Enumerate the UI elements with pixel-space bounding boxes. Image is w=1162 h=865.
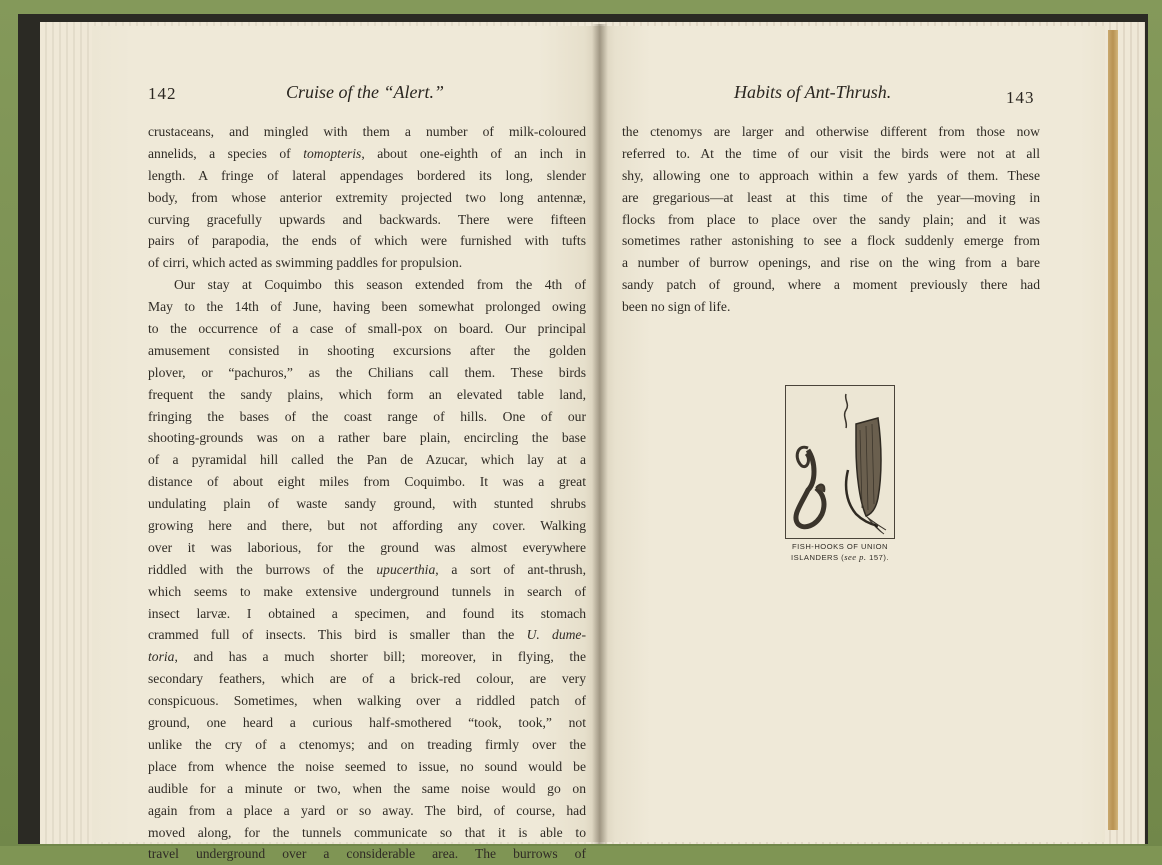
text-line [148, 143, 586, 165]
line-text: place from whence the noise seemed to issue, no sound would be [148, 758, 586, 774]
left-page-number: 142 [148, 84, 177, 103]
fish-hooks-drawing [786, 386, 894, 538]
text-line [148, 559, 586, 581]
text-line [148, 296, 586, 318]
line-text: sometimes rather astonishing to see a flock suddenly emerge from [622, 233, 1040, 249]
line-text: audible for a minute or two, when the same noise would go on [148, 780, 586, 796]
text-line [148, 800, 586, 822]
line-text: shy, allowing one to approach within a few yards of them. These [622, 167, 1040, 183]
line-text: May to the 14th of June, having been somewhat prolonged owing [148, 299, 586, 315]
line-text: Our stay at Coquimbo this season extended from the 4th of [174, 277, 586, 293]
left-page-header [148, 84, 588, 108]
hook-loop [797, 447, 808, 466]
text-line [622, 296, 1040, 318]
text-line [148, 756, 586, 778]
text-line [622, 143, 1040, 165]
line-text-after: , a sort of ant-thrush, [435, 561, 586, 577]
line-text: of a pyramidal hill called the Pan de Azucar, which lay at a [148, 452, 586, 468]
text-line [148, 537, 586, 559]
right-body-text [622, 121, 1040, 318]
italic-term: upucerthia [376, 561, 436, 577]
running-head-ship: “Alert.” [383, 82, 445, 102]
line-text: which seems to make extensive underground tunnels in search of [148, 583, 586, 599]
right-page-header [622, 84, 1062, 108]
text-line [148, 581, 586, 603]
text-line [622, 187, 1040, 209]
line-text: sandy patch of ground, where a moment previously there had [622, 277, 1040, 293]
page-edge-gilt [1108, 30, 1118, 830]
text-line [148, 712, 586, 734]
text-line [148, 274, 586, 296]
fish-hooks-illustration [785, 385, 895, 539]
line-text: crustaceans, and mingled with them a number of milk-coloured [148, 124, 586, 139]
text-line [148, 209, 586, 231]
text-line [622, 252, 1040, 274]
line-text: over it was laborious, for the ground was almost everywhere [148, 539, 586, 555]
line-text: are gregarious—at least at this time of the year—moving in [622, 189, 1040, 205]
text-line [148, 165, 586, 187]
line-text: crammed full of insects. This bird is smaller than the [148, 627, 527, 643]
italic-term: toria [148, 649, 175, 665]
running-head-text: Cruise of the [286, 82, 384, 102]
text-line [148, 646, 586, 668]
line-text: secondary feathers, which are of a brick-red colour, are very [148, 671, 586, 687]
text-line [622, 230, 1040, 252]
line-text: distance of about eight miles from Coquimbo. It was a great [148, 474, 586, 490]
line-text: of cirri, which acted as swimming paddles for propulsion. [148, 255, 463, 271]
text-line [148, 778, 586, 800]
text-line [148, 449, 586, 471]
line-text: the ctenomys are larger and otherwise different from those now [622, 124, 1040, 139]
text-line [148, 515, 586, 537]
line-text: fringing the bases of the coast range of hills. One of our [148, 408, 586, 424]
text-line [148, 471, 586, 493]
line-text: unlike the cry of a ctenomys; and on treading firmly over the [148, 736, 586, 752]
line-text: annelids, a species of [148, 145, 304, 161]
italic-term: tomopteris [303, 145, 362, 161]
text-line [148, 340, 586, 362]
line-text: body, from whose anterior extremity projected two long antennæ, [148, 189, 586, 205]
line-text: riddled with the burrows of the [148, 561, 377, 577]
caption-ref: see p. [844, 552, 867, 562]
caption-prefix: ISLANDERS ( [791, 553, 845, 562]
spine-shadow [592, 24, 608, 844]
text-line [148, 843, 586, 865]
text-line [148, 427, 586, 449]
line-text: length. A fringe of lateral appendages bordered its long, slender [148, 167, 586, 183]
left-body-text [148, 121, 586, 865]
text-line [622, 209, 1040, 231]
line-text: amusement consisted in shooting excursions after the golden [148, 342, 586, 358]
text-line [148, 230, 586, 252]
right-page-number: 143 [1006, 88, 1035, 107]
right-running-head: Habits of Ant-Thrush. [734, 82, 892, 102]
line-text: a number of burrow openings, and rise on the wing from a bare [622, 255, 1040, 271]
text-line [148, 187, 586, 209]
caption-suffix: 157). [866, 553, 889, 562]
line-text: again from a place a yard or so away. The bird, of course, had [148, 802, 586, 818]
line-text: ground, one heard a curious half-smothered “took, took,” not [148, 715, 586, 731]
line-text: conspicuous. Sometimes, when walking over a riddled patch of [148, 693, 586, 709]
line-text: pairs of parapodia, the ends of which were furnished with tufts [148, 233, 586, 249]
figure-caption [775, 541, 905, 563]
text-line [148, 362, 586, 384]
line-text: insect larvæ. I obtained a specimen, and found its stomach [148, 605, 586, 621]
text-line [622, 121, 1040, 143]
left-running-head [286, 82, 444, 103]
text-line [148, 734, 586, 756]
text-line [148, 624, 586, 646]
text-line [148, 690, 586, 712]
line-text: to the occurrence of a case of small-pox on board. Our principal [148, 321, 586, 337]
line-text: moved along, for the tunnels communicate so that it is able to [148, 824, 586, 840]
caption-line-1: FISH-HOOKS OF UNION [792, 542, 888, 551]
line-text: growing here and there, but not affording any cover. Walking [148, 518, 586, 534]
text-line [148, 252, 586, 274]
line-text: frequent the sandy plains, which form an elevated table land, [148, 386, 586, 402]
line-text: undulating plain of waste sandy ground, with stunted shrubs [148, 496, 586, 512]
text-line [622, 274, 1040, 296]
text-line [148, 121, 586, 143]
caption-line-2 [775, 552, 905, 563]
line-text: shooting-grounds was on a rather bare plain, encircling the base [148, 430, 586, 446]
text-line [148, 384, 586, 406]
text-line [148, 668, 586, 690]
line-text: referred to. At the time of our visit the birds were not at all [622, 145, 1040, 161]
text-line [148, 406, 586, 428]
line-text: been no sign of life. [622, 299, 731, 315]
italic-term: U. dume- [526, 627, 586, 643]
line-text: flocks from place to place over the sandy plain; and it was [622, 211, 1040, 227]
text-line [148, 493, 586, 515]
text-line [148, 603, 586, 625]
hook-line [845, 394, 848, 428]
line-text: curving gracefully upwards and backwards. There were fifteen [148, 211, 586, 227]
line-text-after: , and has a much shorter bill; moreover, in flying, the [174, 649, 586, 665]
line-text: travel underground over a considerable area. The burrows of [148, 846, 586, 862]
line-text: plover, or “pachuros,” as the Chilians call them. These birds [148, 364, 586, 380]
line-text-after: , about one-eighth of an inch in [361, 145, 586, 161]
text-line [148, 318, 586, 340]
text-line [622, 165, 1040, 187]
text-line [148, 822, 586, 844]
